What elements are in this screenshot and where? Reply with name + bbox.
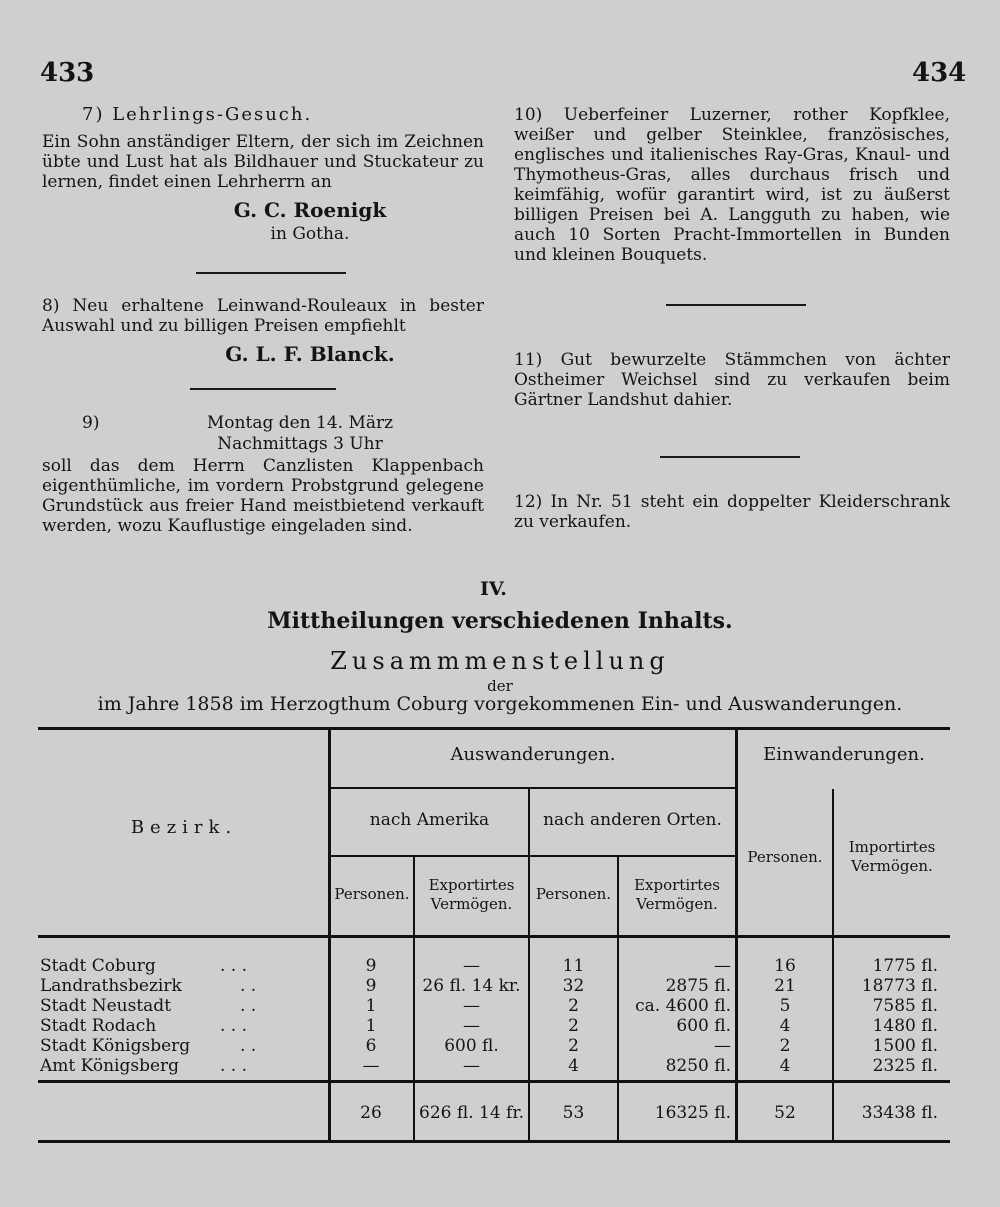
header-bezirk: Bezirk. [130, 817, 238, 838]
table-title-der: der [487, 677, 513, 695]
table-row [40, 956, 940, 974]
total-and-vermoegen: 16325 fl. [654, 1103, 731, 1123]
table-subtitle: im Jahre 1858 im Herzogthum Coburg vorgekommenen Ein- und Auswanderungen. [97, 693, 903, 715]
ad-7-name: G. C. Roenigk [233, 198, 387, 222]
table-row [40, 1056, 940, 1074]
separator [190, 388, 336, 390]
header-and-personen: Personen. [535, 885, 612, 903]
cell-ein-vermoegen: 1500 fl. [872, 1036, 938, 1056]
header-importirtes: Importirtes Vermögen. [848, 838, 936, 875]
ad-7-text: Ein Sohn anständiger Eltern, der sich im Zeichnen übte und Lust hat als Bildhauer und Stuckateur zu lernen, findet einen Lehrherrn an [42, 132, 484, 192]
cell-and-personen: 11 [562, 956, 585, 976]
cell-ein-personen: 21 [774, 976, 796, 996]
cell-am-vermoegen: — [463, 956, 480, 976]
separator [660, 456, 800, 458]
ad-11-text: 11) Gut bewurzelte Stämmchen von ächter Ostheimer Weichsel sind zu verkaufen beim Gärtner Landshut dahier. [514, 350, 950, 410]
table-row [40, 1016, 940, 1034]
cell-ein-vermoegen: 2325 fl. [872, 1056, 938, 1076]
ad-7-place: in Gotha. [270, 224, 350, 244]
cell-dots: . . [240, 996, 257, 1016]
cell-ein-personen: 4 [779, 1056, 791, 1076]
separator [666, 304, 806, 306]
ad-7-heading: 7) Lehrlings-Gesuch. [82, 104, 313, 125]
ad-8-name: G. L. F. Blanck. [225, 342, 395, 366]
cell-and-personen: 4 [568, 1056, 579, 1076]
ad-8-text: 8) Neu erhaltene Leinwand-Rouleaux in bester Auswahl und zu billigen Preisen empfiehlt [42, 296, 484, 336]
table-col-divider [735, 730, 738, 1140]
cell-am-vermoegen: 600 fl. [444, 1036, 499, 1056]
table-col-divider [328, 730, 331, 1140]
cell-and-personen: 2 [568, 1036, 579, 1056]
cell-and-personen: 2 [568, 996, 579, 1016]
table-row [40, 1036, 940, 1054]
cell-ein-personen: 4 [779, 1016, 791, 1036]
header-nach-amerika: nach Amerika [369, 810, 490, 830]
cell-am-personen: 6 [365, 1036, 377, 1056]
ad-12-text: 12) In Nr. 51 steht ein doppelter Kleiderschrank zu verkaufen. [514, 492, 950, 532]
cell-ein-personen: 16 [774, 956, 796, 976]
cell-and-personen: 2 [568, 1016, 579, 1036]
separator [196, 272, 346, 274]
total-am-personen: 26 [360, 1103, 382, 1123]
cell-dots: . . . [220, 1056, 248, 1076]
table-rule [330, 787, 735, 789]
cell-and-vermoegen: 2875 fl. [665, 976, 731, 996]
section-title: Mittheilungen verschiedenen Inhalts. [267, 608, 733, 634]
ad-9-time: Nachmittags 3 Uhr [217, 434, 383, 454]
table-row [40, 996, 940, 1014]
header-am-personen: Personen. [334, 885, 410, 903]
cell-am-vermoegen: — [463, 1016, 480, 1036]
total-and-personen: 53 [562, 1103, 585, 1123]
cell-am-vermoegen: — [463, 996, 480, 1016]
table-row [40, 976, 940, 994]
cell-dots: . . [240, 976, 257, 996]
cell-dots: . . . [220, 1016, 248, 1036]
ad-9-text: soll das dem Herrn Canzlisten Klappenbach eigenthümliche, im vordern Probstgrund gelegene Grundstück aus freier Hand meistbietend verkauft werden, wozu Kauflustige eingeladen sind. [42, 456, 484, 536]
cell-dots: . . . [220, 956, 248, 976]
header-nach-anderen-orten: nach anderen Orten. [543, 810, 722, 830]
cell-ein-vermoegen: 7585 fl. [872, 996, 938, 1016]
cell-am-personen: 9 [365, 976, 377, 996]
cell-bezirk: Amt Königsberg [40, 1056, 180, 1076]
table-rule [330, 855, 735, 857]
ad-9-number: 9) [82, 413, 100, 433]
cell-and-vermoegen: — [714, 1036, 731, 1056]
cell-am-personen: — [362, 1056, 380, 1076]
total-ein-vermoegen: 33438 fl. [861, 1103, 938, 1123]
cell-and-personen: 32 [562, 976, 585, 996]
cell-am-personen: 9 [365, 956, 377, 976]
ad-10-text: 10) Ueberfeiner Luzerner, rother Kopfklee, weißer und gelber Steinklee, französisches, englisches und italienisches Ray-Gras, Knaul- und Thymotheus-Gras, alles durchaus frisch und keimfähig, wofür garantirt wird, ist zu äußerst billigen Preisen bei A. Langguth zu haben, wie auch 10 Sorten Pracht-Immortellen in Bunden und kleinen Bouquets. [514, 105, 950, 265]
ad-9-date: Montag den 14. März [206, 413, 394, 433]
table-title: Zusammmenstellung [330, 647, 670, 675]
cell-ein-vermoegen: 18773 fl. [861, 976, 938, 996]
cell-and-vermoegen: 8250 fl. [665, 1056, 731, 1076]
cell-and-vermoegen: 600 fl. [676, 1016, 731, 1036]
table-rule [38, 935, 950, 938]
cell-bezirk: Stadt Königsberg [40, 1036, 191, 1056]
cell-ein-personen: 2 [779, 1036, 791, 1056]
section-number: IV. [480, 578, 507, 600]
cell-am-personen: 1 [365, 996, 377, 1016]
cell-and-vermoegen: ca. 4600 fl. [635, 996, 731, 1016]
header-am-exportirtes: Exportirtes Vermögen. [428, 876, 515, 913]
header-and-exportirtes: Exportirtes Vermögen. [634, 876, 720, 913]
cell-dots: . . [240, 1036, 257, 1056]
header-ein-personen: Personen. [747, 848, 823, 866]
cell-bezirk: Stadt Neustadt [40, 996, 172, 1016]
table-top-rule [38, 727, 950, 730]
page-number-left: 433 [40, 58, 95, 88]
cell-ein-vermoegen: 1775 fl. [872, 956, 938, 976]
cell-bezirk: Landrathsbezirk [40, 976, 182, 996]
page-number-right: 434 [912, 58, 967, 88]
table-bottom-rule [38, 1140, 950, 1143]
total-ein-personen: 52 [774, 1103, 796, 1123]
header-einwanderungen: Einwanderungen. [763, 744, 925, 765]
cell-bezirk: Stadt Coburg [40, 956, 156, 976]
header-auswanderungen: Auswanderungen. [450, 744, 616, 765]
table-rule [38, 1080, 950, 1083]
cell-am-vermoegen: — [463, 1056, 480, 1076]
cell-ein-vermoegen: 1480 fl. [872, 1016, 938, 1036]
table-totals-row [40, 1103, 940, 1121]
total-am-vermoegen: 626 fl. 14 fr. [419, 1103, 524, 1123]
cell-bezirk: Stadt Rodach [40, 1016, 157, 1036]
cell-ein-personen: 5 [779, 996, 791, 1016]
cell-am-personen: 1 [365, 1016, 377, 1036]
cell-and-vermoegen: — [714, 956, 731, 976]
cell-am-vermoegen: 26 fl. 14 kr. [422, 976, 521, 996]
